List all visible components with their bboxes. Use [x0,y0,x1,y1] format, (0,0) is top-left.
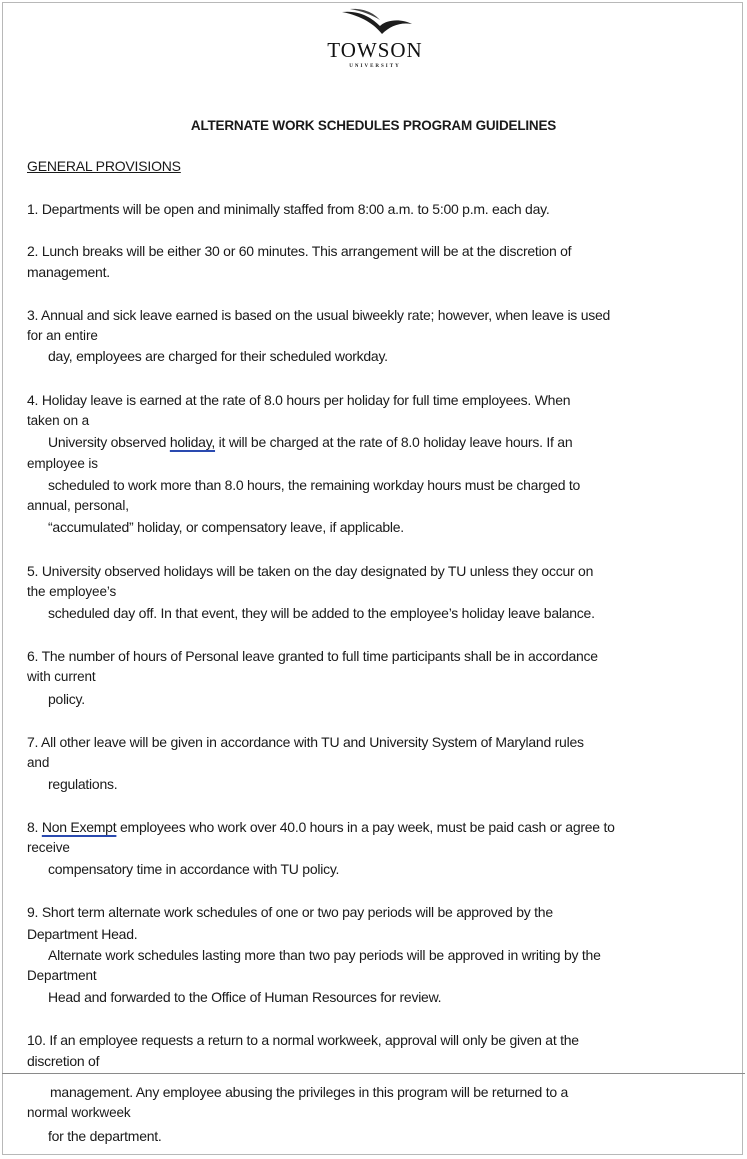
provision-2-line-1: 2. Lunch breaks will be either 30 or 60 minutes. This arrangement will be at the discretion of [27,243,572,259]
provision-5-line-1: 5. University observed holidays will be taken on the day designated by TU unless they occur on [27,563,594,579]
towson-logo [300,6,450,76]
provision-7-line-1: 7. All other leave will be given in accordance with TU and University System of Maryland rules [27,734,584,750]
logo-wordmark: TOWSON [327,38,423,62]
page-break-divider [2,1073,745,1074]
provision-10-line-5: for the department. [48,1128,162,1144]
provision-4-line-4: employee is [27,456,98,471]
non-exempt-link[interactable]: Non Exempt [41,819,117,835]
provision-3-line-1: 3. Annual and sick leave earned is based on the usual biweekly rate; however, when leave is used [27,307,611,323]
provision-2-line-2: management. [27,264,110,280]
provision-8-line-2: receive [27,840,70,855]
holiday-link[interactable]: holiday, [169,434,216,450]
provision-4-line-6: annual, personal, [27,498,129,513]
provision-6-line-1: 6. The number of hours of Personal leave granted to full time participants shall be in accordance [27,648,598,664]
provision-9-line-5: Head and forwarded to the Office of Human Resources for review. [48,989,442,1005]
provision-4-line-5: scheduled to work more than 8.0 hours, the remaining workday hours must be charged to [48,477,581,493]
provision-10-line-3: management. Any employee abusing the privileges in this program will be returned to a [50,1084,569,1100]
provision-8-line-3: compensatory time in accordance with TU policy. [48,861,340,877]
provision-5-line-3: scheduled day off. In that event, they will be added to the employee’s holiday leave balance. [48,605,595,621]
provision-4-line-3: University observed holiday, it will be charged at the rate of 8.0 holiday leave hours. If an [48,434,573,450]
provision-3-line-2: for an entire [27,328,98,343]
provision-7-line-3: regulations. [48,776,118,792]
provision-9-line-4: Department [27,968,97,983]
provision-4-line-2: taken on a [27,413,90,428]
provision-10-line-4: normal workweek [27,1105,131,1120]
provision-7-line-2: and [27,755,50,770]
provision-4-line-7: “accumulated” holiday, or compensatory leave, if applicable. [48,519,404,535]
tiger-swoosh-icon [320,8,430,40]
provision-9-line-3: Alternate work schedules lasting more than two pay periods will be approved in writing by the [48,947,601,963]
provision-4-line-1: 4. Holiday leave is earned at the rate of 8.0 hours per holiday for full time employees. When [27,392,571,408]
provision-10-line-1: 10. If an employee requests a return to a normal workweek, approval will only be given at the [27,1032,579,1048]
provision-6-line-2: with current [27,669,96,684]
provision-8-line-1: 8. Non Exempt employees who work over 40.0 hours in a pay week, must be paid cash or agree to [27,819,615,835]
provision-10-line-2: discretion of [27,1053,100,1069]
section-heading: GENERAL PROVISIONS [27,158,181,174]
provision-9-line-1: 9. Short term alternate work schedules of one or two pay periods will be approved by the [27,904,553,920]
provision-9-line-2: Department Head. [27,926,138,942]
provision-6-line-3: policy. [48,691,85,707]
logo-subtitle: UNIVERSITY [349,64,401,69]
document-title: ALTERNATE WORK SCHEDULES PROGRAM GUIDELINES [190,118,557,133]
provision-3-line-3: day, employees are charged for their scheduled workday. [48,348,388,364]
provision-5-line-2: the employee’s [27,584,117,599]
provision-1-line-1: 1. Departments will be open and minimally staffed from 8:00 a.m. to 5:00 p.m. each day. [27,201,550,217]
